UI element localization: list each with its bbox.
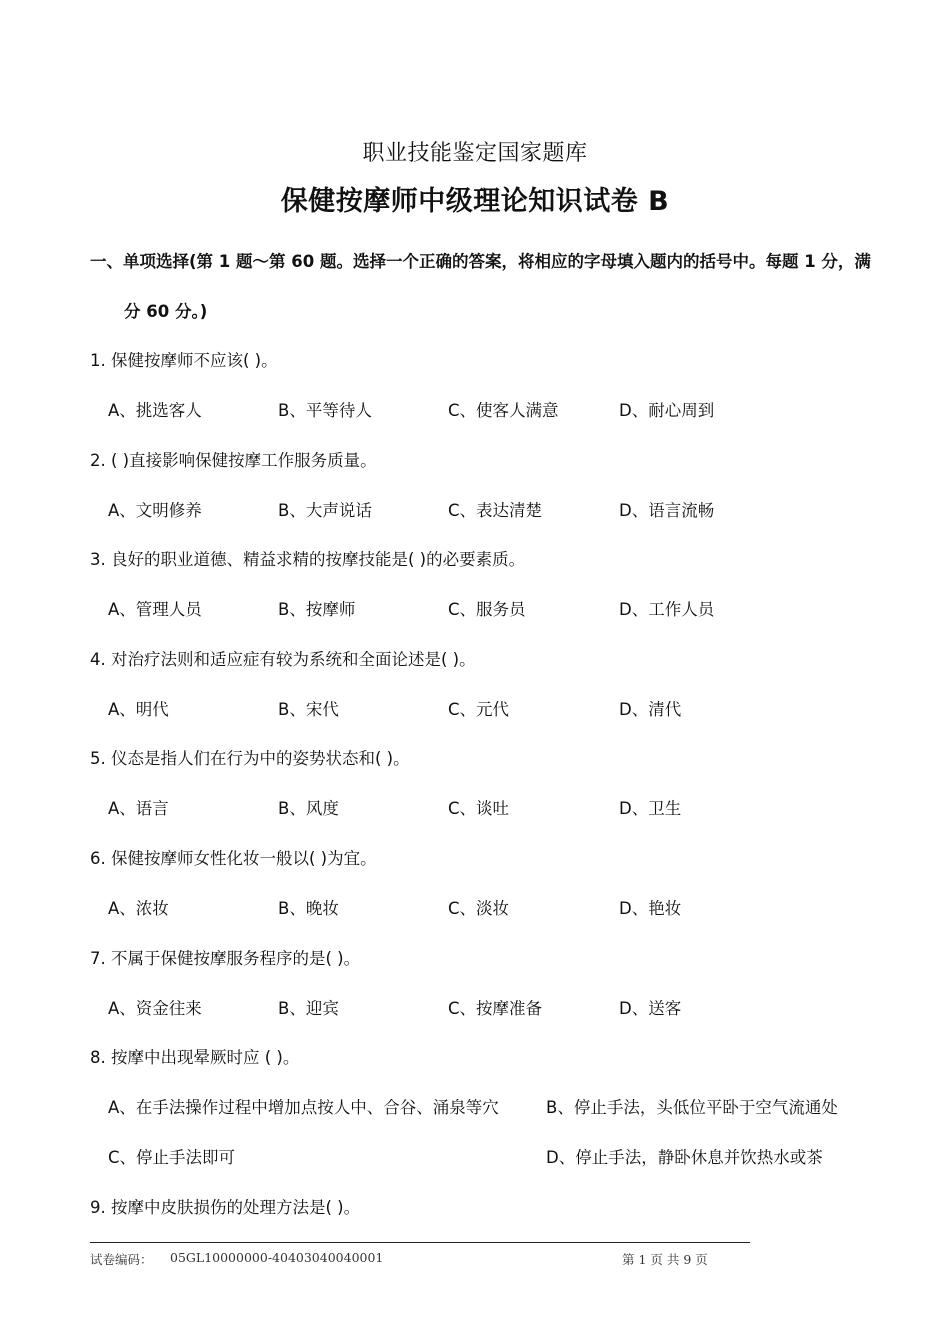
q2-option-c: C、表达清楚 xyxy=(448,501,543,520)
section-heading: 一、单项选择(第 1 题～第 60 题。选择一个正确的答案，将相应的字母填入题内的括号中。每题 1 分，满 xyxy=(90,252,871,271)
question-3: 3. 良好的职业道德、精益求精的按摩技能是( )的必要素质。 xyxy=(90,550,526,569)
q3-option-d: D、工作人员 xyxy=(619,600,715,619)
question-1: 1. 保健按摩师不应该( )。 xyxy=(90,351,278,370)
question-7: 7. 不属于保健按摩服务程序的是( )。 xyxy=(90,949,361,968)
q6-option-b: B、晚妆 xyxy=(278,899,339,918)
exam-title: 保健按摩师中级理论知识试卷 B xyxy=(280,186,670,217)
q2-option-a: A、文明修养 xyxy=(108,501,202,520)
q5-option-d: D、卫生 xyxy=(619,799,682,818)
section-heading-cont: 分 60 分。) xyxy=(124,302,208,321)
q8-option-c: C、停止手法即可 xyxy=(108,1148,236,1167)
paper-code-label: 试卷编码： xyxy=(90,1252,153,1267)
q4-option-a: A、明代 xyxy=(108,700,169,719)
q1-option-a: A、挑选客人 xyxy=(108,401,202,420)
q7-option-b: B、迎宾 xyxy=(278,999,339,1018)
q5-option-b: B、风度 xyxy=(278,799,339,818)
q8-option-d: D、停止手法，静卧休息并饮热水或茶 xyxy=(546,1148,823,1167)
q6-option-d: D、艳妆 xyxy=(619,899,682,918)
question-4: 4. 对治疗法则和适应症有较为系统和全面论述是( )。 xyxy=(90,650,476,669)
q5-option-c: C、谈吐 xyxy=(448,799,510,818)
q7-option-c: C、按摩准备 xyxy=(448,999,543,1018)
q4-option-d: D、清代 xyxy=(619,700,682,719)
q6-option-c: C、淡妆 xyxy=(448,899,510,918)
q1-option-d: D、耐心周到 xyxy=(619,401,715,420)
question-9: 9. 按摩中皮肤损伤的处理方法是( )。 xyxy=(90,1198,361,1217)
q2-option-b: B、大声说话 xyxy=(278,501,372,520)
question-6: 6. 保健按摩师女性化妆一般以( )为宜。 xyxy=(90,849,377,868)
question-5: 5. 仪态是指人们在行为中的姿势状态和( )。 xyxy=(90,749,410,768)
q6-option-a: A、浓妆 xyxy=(108,899,169,918)
q1-option-b: B、平等待人 xyxy=(278,401,372,420)
q3-option-b: B、按摩师 xyxy=(278,600,356,619)
question-2: 2. ( )直接影响保健按摩工作服务质量。 xyxy=(90,451,377,470)
q4-option-c: C、元代 xyxy=(448,700,510,719)
page-indicator: 第 1 页 共 9 页 xyxy=(622,1252,708,1267)
q3-option-c: C、服务员 xyxy=(448,600,526,619)
q5-option-a: A、语言 xyxy=(108,799,169,818)
paper-code-value: 05GL10000000-40403040040001 xyxy=(170,1250,384,1265)
q3-option-a: A、管理人员 xyxy=(108,600,202,619)
q7-option-d: D、送客 xyxy=(619,999,682,1018)
q1-option-c: C、使客人满意 xyxy=(448,401,559,420)
footer-divider xyxy=(90,1242,750,1243)
exam-bank-subtitle: 职业技能鉴定国家题库 xyxy=(362,141,588,166)
q7-option-a: A、资金往来 xyxy=(108,999,202,1018)
q8-option-b: B、停止手法，头低位平卧于空气流通处 xyxy=(546,1098,838,1117)
q8-option-a: A、在手法操作过程中增加点按人中、合谷、涌泉等穴 xyxy=(108,1098,499,1117)
q2-option-d: D、语言流畅 xyxy=(619,501,715,520)
question-8: 8. 按摩中出现晕厥时应 ( )。 xyxy=(90,1048,300,1067)
q4-option-b: B、宋代 xyxy=(278,700,339,719)
